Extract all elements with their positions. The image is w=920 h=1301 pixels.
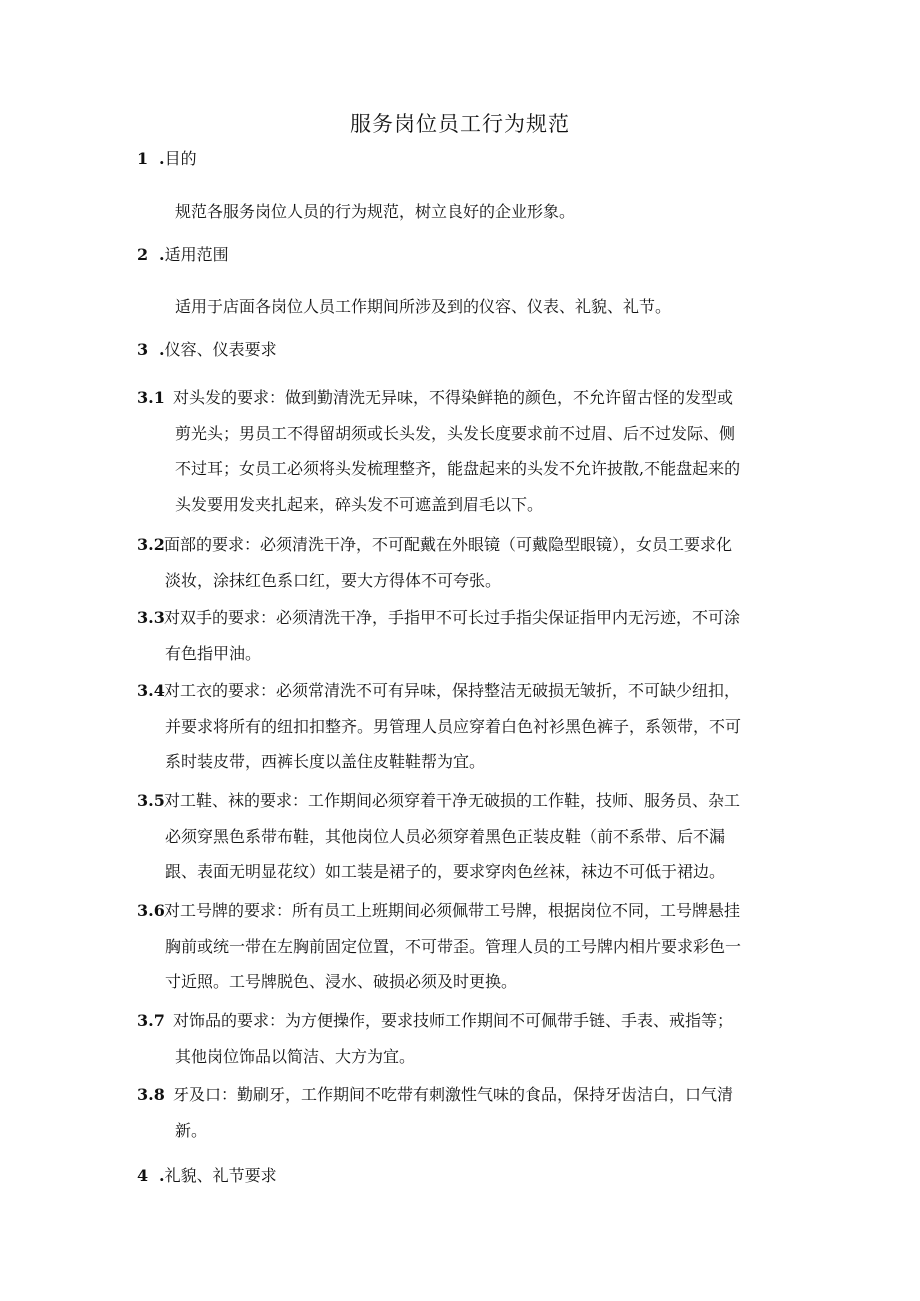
clause-text: 对头发的要求：做到勤清洗无异味，不得染鲜艳的颜色，不允许留古怪的发型或 <box>173 388 734 407</box>
clause-number: 3.4 <box>137 681 165 700</box>
clause-line: 其他岗位饰品以简洁、大方为宜。 <box>175 1046 416 1066</box>
section-label: 仪容、仪表要求 <box>164 340 277 359</box>
section-number: 3 <box>137 340 149 359</box>
clause-number: 3.1 <box>137 388 165 407</box>
section-dot: . <box>159 149 165 168</box>
section-heading-2 <box>137 242 229 265</box>
clause-line <box>137 783 787 819</box>
clause-line: 必须穿黑色系带布鞋，其他岗位人员必须穿着黑色正装皮鞋（前不系带、后不漏 <box>165 826 726 846</box>
clause-3-2 <box>137 527 787 598</box>
section-label: 目的 <box>164 149 197 168</box>
clause-text: 面部的要求：必须清洗干净，不可配戴在外眼镜（可戴隐型眼镜），女员工要求化 <box>164 535 733 554</box>
section-dot: . <box>159 340 165 359</box>
section-heading-4 <box>137 1163 277 1186</box>
section-label: 适用范围 <box>164 245 229 264</box>
clause-line <box>137 527 787 563</box>
clause-line: 并要求将所有的纽扣扣整齐。男管理人员应穿着白色衬衫黑色裤子，系领带，不可 <box>165 716 742 736</box>
section-number: 1 <box>137 149 149 168</box>
clause-number: 3.5 <box>137 791 165 810</box>
clause-line <box>137 893 787 929</box>
clause-text: 对工衣的要求：必须常清洗不可有异味，保持整洁无破损无皱折，不可缺少纽扣， <box>164 681 741 700</box>
clause-line <box>137 380 787 416</box>
clause-line: 胸前或统一带在左胸前固定位置，不可带歪。管理人员的工号牌内相片要求彩色一 <box>165 936 742 956</box>
clause-number: 3.7 <box>137 1011 165 1030</box>
clause-line: 有色指甲油。 <box>165 643 262 663</box>
clause-line: 头发要用发夹扎起来，碎头发不可遮盖到眉毛以下。 <box>175 494 544 514</box>
clause-line <box>137 1077 787 1113</box>
clause-number: 3.6 <box>137 901 165 920</box>
clause-line: 剪光头；男员工不得留胡须或长头发，头发长度要求前不过眉、后不过发际、侧 <box>175 423 736 443</box>
clause-3-4 <box>137 673 787 780</box>
clause-number: 3.2 <box>137 535 165 554</box>
clause-line <box>137 1003 787 1039</box>
section-body-1: 规范各服务岗位人员的行为规范，树立良好的企业形象。 <box>175 202 576 221</box>
clause-line: 新。 <box>175 1120 208 1140</box>
clause-3-7 <box>137 1003 787 1074</box>
clause-line: 不过耳；女员工必须将头发梳理整齐，能盘起来的头发不允许披散,不能盘起来的 <box>175 459 741 478</box>
clause-3-3 <box>137 600 787 671</box>
clause-text: 对双手的要求：必须清洗干净，手指甲不可长过手指尖保证指甲内无污迹，不可涂 <box>164 608 741 627</box>
section-heading-3 <box>137 337 277 360</box>
clause-line: 淡妆，涂抹红色系口红，要大方得体不可夸张。 <box>165 570 502 590</box>
clause-number: 3.8 <box>137 1085 165 1104</box>
section-dot: . <box>159 1166 165 1185</box>
section-dot: . <box>159 245 165 264</box>
clause-text: 对饰品的要求：为方便操作，要求技师工作期间不可佩带手链、手表、戒指等； <box>173 1011 734 1030</box>
clause-text: 牙及口：勤刷牙，工作期间不吃带有刺激性气味的食品，保持牙齿洁白，口气清 <box>173 1085 734 1104</box>
clause-3-6 <box>137 893 787 1000</box>
clause-3-8 <box>137 1077 787 1148</box>
page-title: 服务岗位员工行为规范 <box>350 112 570 136</box>
section-number: 2 <box>137 245 149 264</box>
clause-text: 对工鞋、袜的要求：工作期间必须穿着干净无破损的工作鞋，技师、服务员、杂工 <box>164 791 741 810</box>
clause-line <box>137 673 787 709</box>
clause-number: 3.3 <box>137 608 165 627</box>
clause-line <box>137 600 787 636</box>
clause-3-5 <box>137 783 787 890</box>
clause-line: 寸近照。工号牌脱色、浸水、破损必须及时更换。 <box>165 972 518 991</box>
clause-text: 对工号牌的要求：所有员工上班期间必须佩带工号牌，根据岗位不同，工号牌悬挂 <box>164 901 741 920</box>
section-heading-1 <box>137 146 197 169</box>
clause-line: 跟、表面无明显花纹）如工装是裙子的，要求穿肉色丝袜，袜边不可低于裙边。 <box>165 862 726 881</box>
clause-3-1 <box>137 380 787 522</box>
section-body-2: 适用于店面各岗位人员工作期间所涉及到的仪容、仪表、礼貌、礼节。 <box>175 297 672 316</box>
section-label: 礼貌、礼节要求 <box>164 1166 277 1185</box>
clause-line: 系时装皮带，西裤长度以盖住皮鞋鞋帮为宜。 <box>165 752 486 771</box>
section-number: 4 <box>137 1166 149 1185</box>
